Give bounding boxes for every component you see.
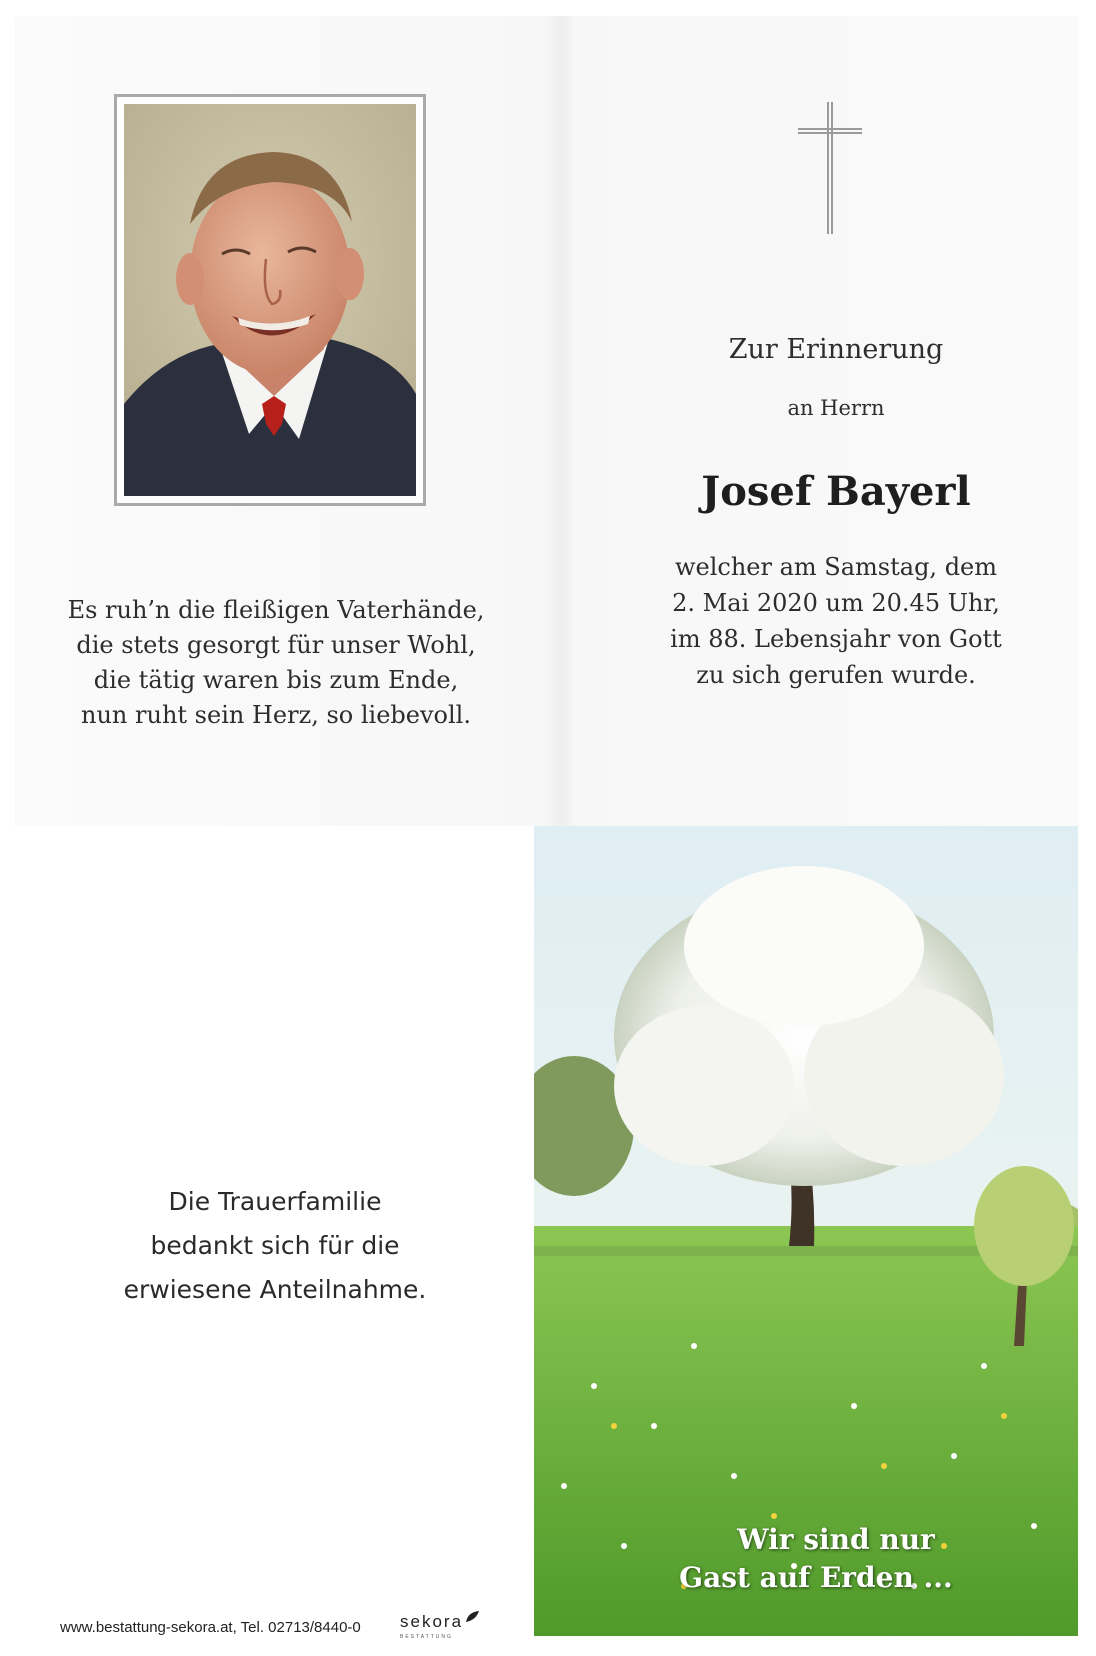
cross-icon xyxy=(798,102,862,234)
funeral-home-contact: www.bestattung-sekora.at, Tel. 02713/8440-0 xyxy=(60,1619,361,1636)
funeral-home-logo: sekora xyxy=(400,1612,464,1631)
notice-line: im 88. Lebensjahr von Gott xyxy=(670,625,1002,653)
memorial-heading: Zur Erinnerung xyxy=(728,334,944,365)
card-fold xyxy=(546,16,576,826)
thanks-message xyxy=(16,1180,534,1312)
notice-line: zu sich gerufen wurde. xyxy=(696,661,976,689)
funeral-home-logo-subtext: BESTATTUNG xyxy=(400,1634,453,1640)
notice-line: welcher am Samstag, dem xyxy=(674,553,998,581)
death-notice xyxy=(616,549,1056,693)
poem-line: die tätig waren bis zum Ende, xyxy=(93,666,459,694)
card-cover-panel xyxy=(534,826,1078,1636)
thanks-line: erwiesene Anteilnahme. xyxy=(123,1275,427,1304)
poem xyxy=(56,593,496,733)
memorial-card-inner-spread xyxy=(16,16,1078,826)
blossom-tree-image xyxy=(534,826,1078,1636)
leaf-icon xyxy=(464,1610,480,1624)
motto-line-1: Wir sind nur xyxy=(737,1523,935,1556)
thanks-line: Die Trauerfamilie xyxy=(168,1187,382,1216)
portrait-illustration xyxy=(124,104,416,496)
card-back-panel xyxy=(16,826,534,1656)
poem-line: die stets gesorgt für unser Wohl, xyxy=(76,631,476,659)
portrait-frame xyxy=(114,94,426,506)
poem-line: nun ruht sein Herz, so liebevoll. xyxy=(81,701,471,729)
motto-line-2: Gast auf Erden ... xyxy=(679,1561,953,1594)
portrait-photo xyxy=(124,104,416,496)
poem-line: Es ruh’n die fleißigen Vaterhände, xyxy=(67,596,485,624)
salutation: an Herrn xyxy=(787,396,885,420)
deceased-name: Josef Bayerl xyxy=(701,468,971,515)
thanks-line: bedankt sich für die xyxy=(150,1231,400,1260)
notice-line: 2. Mai 2020 um 20.45 Uhr, xyxy=(672,589,1000,617)
